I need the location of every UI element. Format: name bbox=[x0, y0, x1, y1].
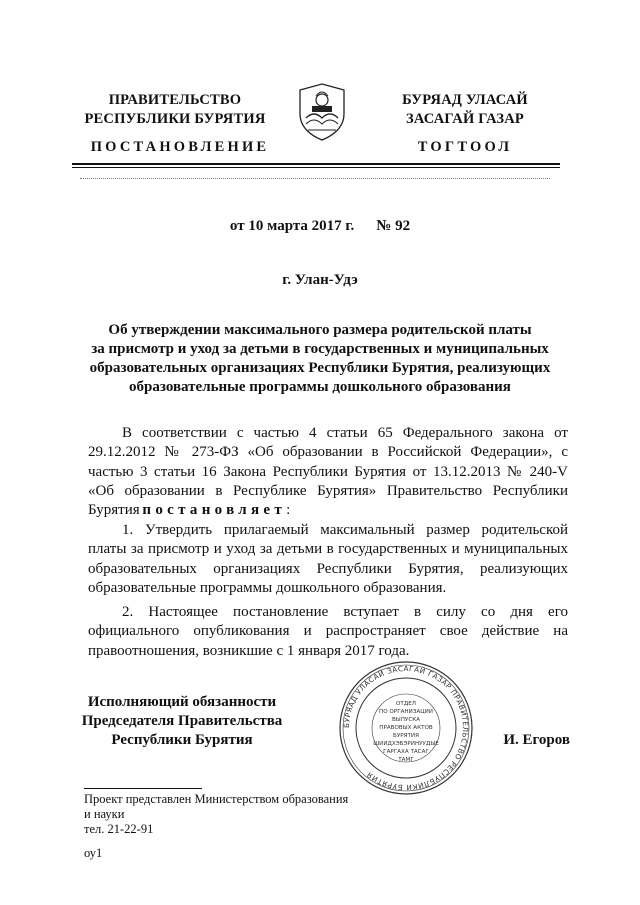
date-text: от 10 марта 2017 г. bbox=[229, 218, 355, 234]
doctype-left: ПОСТАНОВЛЕНИЕ bbox=[90, 139, 270, 155]
footer-line3: тел. 21-22-91 bbox=[84, 822, 154, 836]
header-rule-thick bbox=[72, 163, 560, 165]
title-line: образовательные программы дошкольного образования bbox=[129, 379, 511, 395]
date-number-line bbox=[0, 218, 640, 235]
item-1-text: 1. Утвердить прилагаемый максимальный размер родительской платы за присмотр и уход за детьми в государственных и муниципальных образовательных организациях Республики Бурятия, реализующих образовательные программы дошкольного образования. bbox=[88, 522, 568, 596]
stamp-ring-text: БУРЯАД УЛАСАЙ ЗАСАГАЙ ГАЗАР ПРАВИТЕЛЬСТВО РЕСПУБЛИКИ БУРЯТИЯ bbox=[341, 663, 471, 793]
header-left-line1: ПРАВИТЕЛЬСТВО bbox=[108, 92, 242, 108]
item-2 bbox=[88, 603, 568, 661]
stamp-center-line: ГАРГАХА ТАСАГ bbox=[383, 749, 429, 755]
header-right-line2: ЗАСАГАЙ ГАЗАР bbox=[406, 111, 524, 127]
stamp-center-line: ТАМГ bbox=[398, 757, 414, 763]
header-right-line1: БУРЯАД УЛАСАЙ bbox=[402, 92, 528, 108]
footer-code: оу1 bbox=[84, 846, 103, 860]
footer-note bbox=[84, 792, 404, 837]
signatory-line2: Председателя Правительства bbox=[81, 713, 283, 729]
footer-line1: Проект представлен Министерством образования bbox=[84, 792, 349, 806]
title-line: Об утверждении максимального размера родительской платы bbox=[108, 322, 532, 338]
document-number: № 92 bbox=[376, 218, 411, 234]
signatory-line1: Исполняющий обязанности bbox=[87, 694, 277, 710]
stamp-center-line: ШИИДХЭБЭРИНУУДЫЕ bbox=[373, 741, 439, 747]
preamble-text: В соответствии с частью 4 статьи 65 Федерального закона от 29.12.2012 № 273-ФЗ «Об образовании в Российской Федерации», с частью 3 статьи 16 Закона Республики Бурятия от 13.12.2013 № 240-V «Об образовании в Республике Бурятия» Правительство Республики Бурятия bbox=[88, 425, 568, 519]
stamp-center-line: ПРАВОВЫХ АКТОВ bbox=[379, 725, 433, 731]
header-left-line2: РЕСПУБЛИКИ БУРЯТИЯ bbox=[84, 111, 266, 127]
signatory-title bbox=[72, 693, 292, 750]
item-1 bbox=[88, 521, 568, 598]
preamble bbox=[88, 424, 568, 520]
header-left bbox=[75, 91, 275, 129]
coat-of-arms-icon bbox=[294, 80, 350, 142]
title-line: за присмотр и уход за детьми в государственных и муниципальных bbox=[91, 341, 549, 357]
signatory-name: И. Егоров bbox=[503, 732, 570, 748]
item-2-text: 2. Настоящее постановление вступает в силу со дня его официального опубликования и распространяет свое действие на правоотношения, возникшие с 1 января 2017 года. bbox=[88, 604, 568, 659]
doctype-right: ТОГТООЛ bbox=[417, 139, 513, 155]
header-dotted-line bbox=[80, 178, 550, 179]
header-rule-thin bbox=[72, 167, 560, 168]
stamp-center-line: БУРЯТИЯ bbox=[393, 733, 419, 739]
signatory-line3: Республики Бурятия bbox=[111, 732, 253, 748]
resolves-word: постановляет bbox=[142, 502, 287, 519]
stamp-center-line: ВЫПУСКА bbox=[391, 717, 421, 723]
footer-rule bbox=[84, 788, 202, 789]
city: г. Улан-Удэ bbox=[282, 272, 358, 288]
header-right bbox=[365, 91, 565, 129]
document-title bbox=[70, 321, 570, 397]
title-line: образовательных организациях Республики Бурятия, реализующих bbox=[89, 360, 551, 376]
stamp-center-line: ПО ОРГАНИЗАЦИИ bbox=[379, 709, 433, 715]
footer-line2: и науки bbox=[84, 807, 125, 821]
official-stamp bbox=[336, 658, 476, 798]
stamp-center-line: ОТДЕЛ bbox=[396, 701, 416, 707]
resolves-colon: : bbox=[286, 502, 291, 519]
